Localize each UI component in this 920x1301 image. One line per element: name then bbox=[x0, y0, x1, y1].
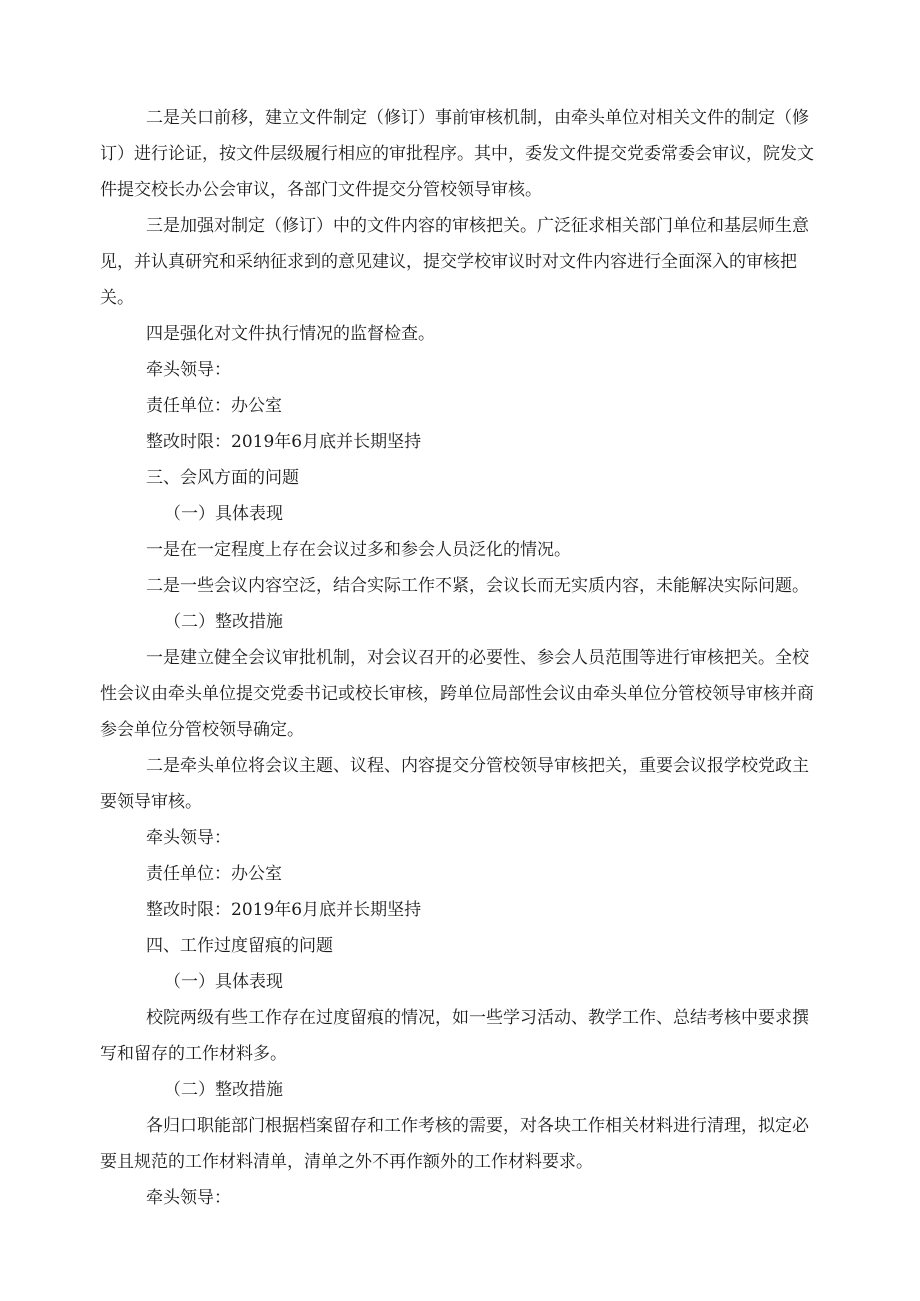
lead-leader-label: 牵头领导： bbox=[146, 360, 231, 380]
rectification-deadline: 整改时限：2019年6月底并长期坚持 bbox=[146, 432, 422, 452]
paragraph-excessive-materials: 校院两级有些工作存在过度留痕的情况，如一些学习活动、教学工作、总结考核中要求撰写和留存的工作材料多。 bbox=[100, 1008, 809, 1064]
paragraph-empty-meeting-content: 二是一些会议内容空泛，结合实际工作不紧，会议长而无实质内容，未能解决实际问题。 bbox=[146, 576, 809, 596]
lead-leader-label: 牵头领导： bbox=[146, 828, 231, 848]
paragraph-meeting-approval-mechanism: 一是建立健全会议审批机制，对会议召开的必要性、参会人员范围等进行审核把关。全校性会议由牵头单位提交党委书记或校长审核，跨单位局部性会议由牵头单位分管校领导审核并商参会单位分管校领导确定。 bbox=[100, 648, 814, 740]
responsible-unit: 责任单位：办公室 bbox=[146, 396, 282, 416]
paragraph-document-review-mechanism: 二是关口前移，建立文件制定（修订）事前审核机制，由牵头单位对相关文件的制定（修订）进行论证，按文件层级履行相应的审批程序。其中，委发文件提交党委常委会审议，院发文件提交校长办公会审议，各部门文件提交分管校领导审核。 bbox=[100, 108, 814, 200]
rectification-deadline: 整改时限：2019年6月底并长期坚持 bbox=[146, 900, 422, 920]
subheading-specific-manifestation: （一）具体表现 bbox=[164, 504, 283, 524]
paragraph-materials-checklist: 各归口职能部门根据档案留存和工作考核的需要，对各块工作相关材料进行清理，拟定必要且规范的工作材料清单，清单之外不再作额外的工作材料要求。 bbox=[100, 1116, 809, 1172]
paragraph-meeting-topic-review: 二是牵头单位将会议主题、议程、内容提交分管校领导审核把关，重要会议报学校党政主要领导审核。 bbox=[100, 756, 809, 812]
lead-leader-label: 牵头领导： bbox=[146, 1188, 231, 1208]
paragraph-too-many-meetings: 一是在一定程度上存在会议过多和参会人员泛化的情况。 bbox=[146, 540, 571, 560]
section-heading-excessive-traces: 四、工作过度留痕的问题 bbox=[146, 936, 333, 956]
paragraph-supervision-inspection: 四是强化对文件执行情况的监督检查。 bbox=[146, 324, 435, 344]
responsible-unit: 责任单位：办公室 bbox=[146, 864, 282, 884]
paragraph-content-review: 三是加强对制定（修订）中的文件内容的审核把关。广泛征求相关部门单位和基层师生意见，并认真研究和采纳征求到的意见建议，提交学校审议时对文件内容进行全面深入的审核把关。 bbox=[100, 216, 809, 308]
subheading-rectification-measures: （二）整改措施 bbox=[164, 612, 283, 632]
subheading-specific-manifestation: （一）具体表现 bbox=[164, 972, 283, 992]
subheading-rectification-measures: （二）整改措施 bbox=[164, 1080, 283, 1100]
section-heading-meeting-style: 三、会风方面的问题 bbox=[146, 468, 299, 488]
